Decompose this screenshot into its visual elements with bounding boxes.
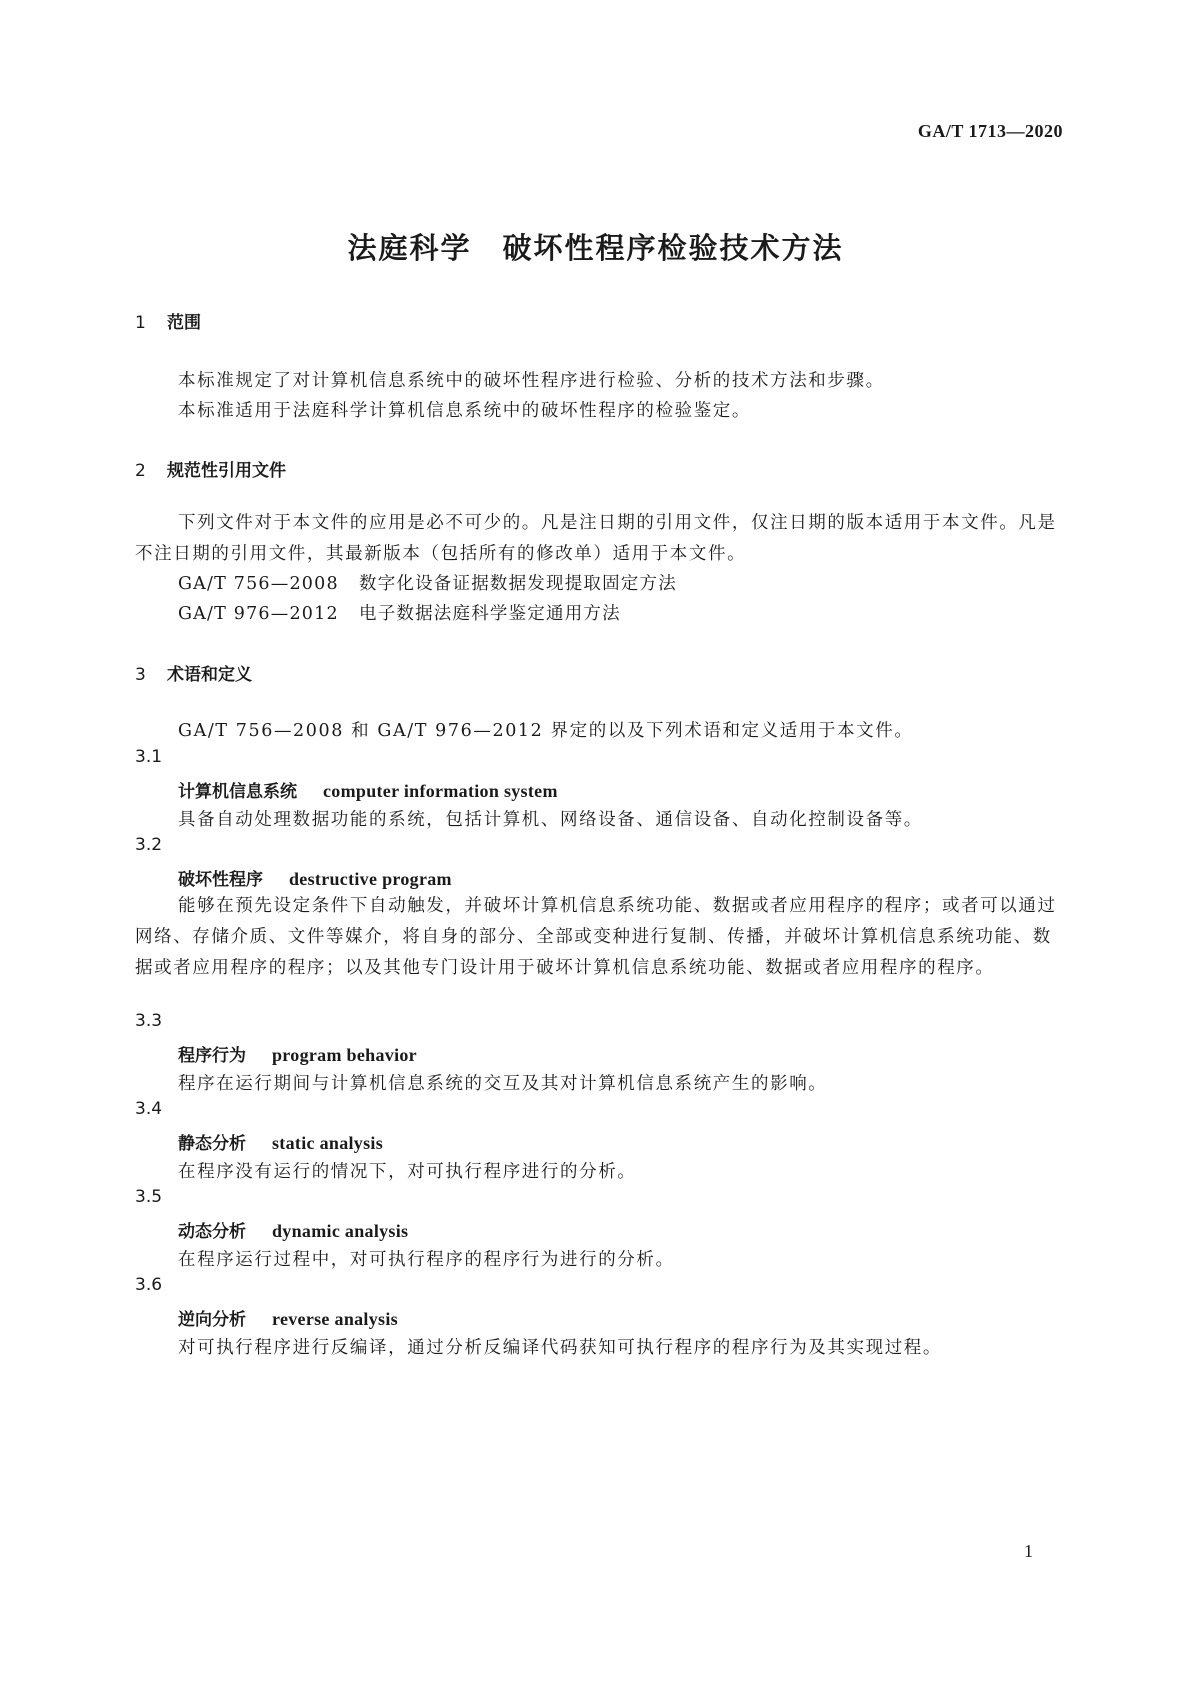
document-title: 法庭科学 破坏性程序检验技术方法 [347,231,844,265]
term-heading [178,777,558,802]
term-number: 3.6 [135,1275,163,1295]
term-number: 3.3 [135,1011,163,1031]
standard-number: GA/T 1713—2020 [917,121,1063,141]
term-number: 3.4 [135,1099,163,1119]
term-en: program behavior [272,1045,417,1065]
term-zh: 计算机信息系统 [178,782,297,802]
term-zh: 逆向分析 [178,1310,246,1330]
term-zh: 破坏性程序 [178,870,263,890]
term-en: destructive program [289,869,452,889]
paragraph: GA/T 756—2008 和 GA/T 976—2012 界定的以及下列术语和定义适用于本文件。 [178,721,914,741]
reference-code: GA/T 976—2012 [178,604,339,624]
term-definition: 程序在运行期间与计算机信息系统的交互及其对计算机信息系统产生的影响。 [178,1074,828,1094]
reference-item [178,600,621,625]
term-definition: 在程序没有运行的情况下，对可执行程序进行的分析。 [178,1162,637,1182]
reference-code: GA/T 756—2008 [178,574,339,594]
term-zh: 静态分析 [178,1134,246,1154]
term-definition: 在程序运行过程中，对可执行程序的程序行为进行的分析。 [178,1250,675,1270]
reference-item [178,570,677,595]
term-number: 3.5 [135,1187,163,1207]
section-1-heading [135,308,201,333]
reference-title: 电子数据法庭科学鉴定通用方法 [359,604,621,624]
term-en: computer information system [323,781,558,801]
term-heading [178,1129,383,1154]
section-title: 术语和定义 [167,665,252,685]
section-title: 范围 [167,313,201,333]
term-zh: 程序行为 [178,1046,246,1066]
section-number: 2 [135,461,146,481]
paragraph: 本标准规定了对计算机信息系统中的破坏性程序进行检验、分析的技术方法和步骤。 [178,371,885,391]
term-en: static analysis [272,1133,384,1153]
term-en: reverse analysis [272,1309,398,1329]
term-definition: 具备自动处理数据功能的系统，包括计算机、网络设备、通信设备、自动化控制设备等。 [178,810,923,830]
paragraph: 下列文件对于本文件的应用是必不可少的。凡是注日期的引用文件，仅注日期的版本适用于本文件。凡是不注日期的引用文件，其最新版本（包括所有的修改单）适用于本文件。 [135,513,1057,564]
page-number: 1 [1024,1541,1033,1561]
section-2-heading [135,456,286,481]
section-number: 3 [135,665,146,685]
term-heading [178,865,452,890]
term-heading [178,1305,398,1330]
section-3-heading [135,660,252,685]
term-zh: 动态分析 [178,1222,246,1242]
term-number: 3.1 [135,747,163,767]
term-definition: 对可执行程序进行反编译，通过分析反编译代码获知可执行程序的程序行为及其实现过程。 [178,1338,942,1358]
section-number: 1 [135,313,146,333]
term-heading [178,1041,417,1066]
term-definition: 能够在预先设定条件下自动触发，并破坏计算机信息系统功能、数据或者应用程序的程序；或者可以通过网络、存储介质、文件等媒介，将自身的部分、全部或变种进行复制、传播，并破坏计算机信息系统功能、数据或者应用程序的程序；以及其他专门设计用于破坏计算机信息系统功能、数据或者应用程序的程序。 [135,896,1057,978]
section-title: 规范性引用文件 [167,461,286,481]
reference-title: 数字化设备证据数据发现提取固定方法 [359,574,677,594]
term-number: 3.2 [135,835,163,855]
term-en: dynamic analysis [272,1221,409,1241]
paragraph: 本标准适用于法庭科学计算机信息系统中的破坏性程序的检验鉴定。 [178,401,751,421]
term-heading [178,1217,408,1242]
